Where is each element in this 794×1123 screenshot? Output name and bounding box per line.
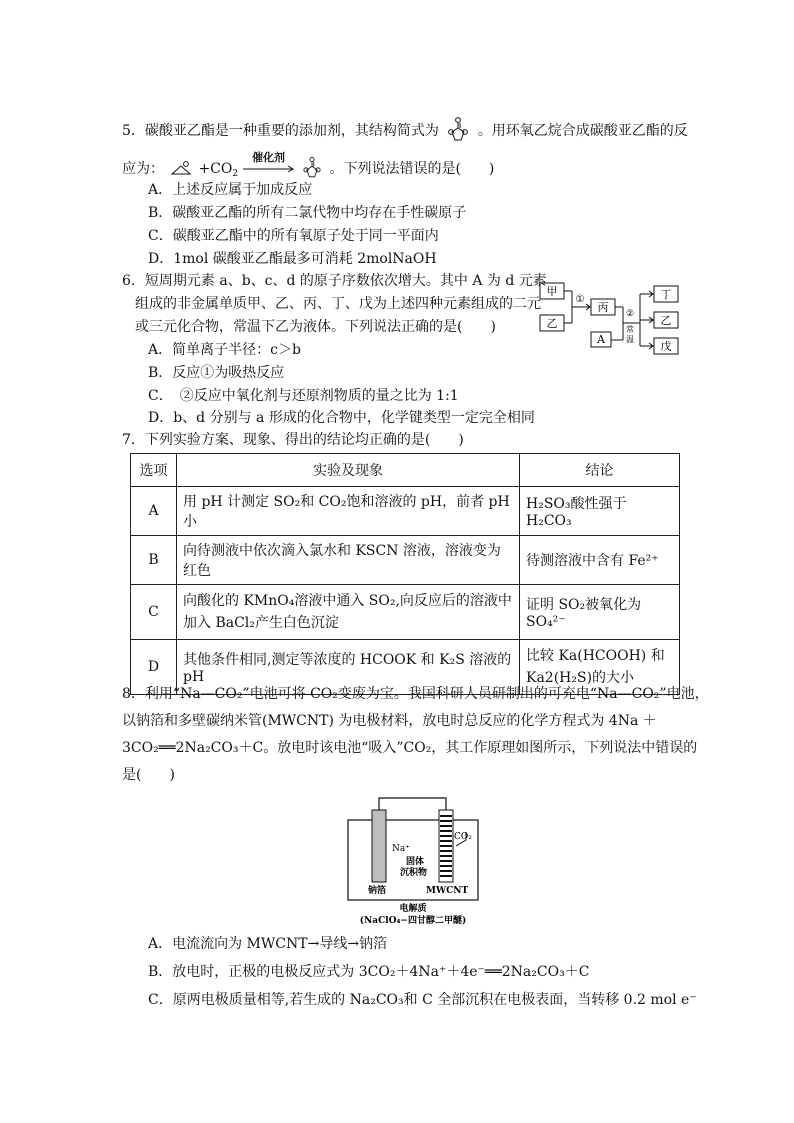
- reaction-1-label: ①: [575, 294, 585, 305]
- label-wu: 戊: [660, 340, 672, 353]
- row-b-experiment: 向待测液中依次滴入氯水和 KSCN 溶液，溶液变为红色: [177, 536, 520, 585]
- row-d-option: D: [131, 640, 177, 695]
- na-ion-label: Na⁺: [392, 844, 410, 854]
- label-yi2: 乙: [660, 314, 672, 327]
- q5-option-c: C．碳酸亚乙酯中的所有氧原子处于同一平面内: [148, 228, 439, 244]
- table-row: [131, 536, 680, 585]
- na-co2-battery-figure: [340, 794, 490, 929]
- q8-stem-line4: 是( ): [122, 767, 175, 783]
- condition-1: 常: [626, 325, 634, 334]
- row-b-conclusion: 待测溶液中含有 Fe²⁺: [520, 536, 680, 585]
- label-jia: 甲: [546, 285, 558, 298]
- q7-stem: 7．下列实验方案、现象、得出的结论均正确的是( ): [122, 432, 464, 448]
- external-wire: [379, 798, 446, 812]
- sodium-foil-electrode: [372, 810, 386, 882]
- label-a: A: [597, 333, 605, 346]
- table-row: [131, 487, 680, 536]
- ethylene-carbonate-structure: [443, 116, 473, 146]
- q5-option-b: B．碳酸亚乙酯的所有二氯代物中均存在手性碳原子: [148, 205, 467, 221]
- row-a-experiment: 用 pH 计测定 SO₂和 CO₂饱和溶液的 pH，前者 pH 小: [177, 487, 520, 536]
- q6-stem-line1: 6．短周期元素 a、b、c、d 的原子序数依次增大。其中 A 为 d 元素: [122, 273, 547, 289]
- epoxide-structure: [168, 158, 198, 180]
- q6-option-c: C． ②反应中氧化剂与还原剂物质的量之比为 1:1: [148, 388, 459, 404]
- q5-line2-text-b: 。下列说法错误的是( ): [329, 161, 495, 177]
- q5-line1: [122, 116, 688, 146]
- reaction-2-label: ②: [625, 309, 635, 319]
- q8-option-b: B．放电时，正极的电极反应式为 3CO₂＋4Na⁺＋4e⁻══2Na₂CO₃＋C: [148, 964, 590, 980]
- q6-reaction-diagram: [535, 280, 695, 356]
- reaction-arrow: [243, 151, 295, 179]
- label-ding: 丁: [660, 288, 672, 301]
- sodium-foil-label: 钠箔: [368, 886, 387, 896]
- solid-label-1: 固体: [406, 857, 425, 867]
- solid-deposit-stripes: [440, 816, 452, 876]
- mwcnt-label: MWCNT: [426, 886, 469, 896]
- q8-option-c: C．原两电极质量相等,若生成的 Na₂CO₃和 C 全部沉积在电极表面，当转移 0.2 mol e⁻: [148, 992, 697, 1008]
- q5-option-a: A．上述反应属于加成反应: [148, 182, 313, 198]
- q6-stem-line3: 或三元化合物，常温下乙为液体。下列说法正确的是( ): [135, 319, 496, 335]
- q6-option-d: D．b、d 分别与 a 形成的化合物中，化学键类型一定完全相同: [148, 410, 535, 426]
- q7-experiment-table: [130, 453, 680, 695]
- q8-stem-line1: 8．利用“Na—CO₂”电池可将 CO₂变废为宝。我国科研人员研制出的可充电“Na—CO₂”电池，: [122, 686, 709, 702]
- table-row: [131, 585, 680, 640]
- q5-line1-text-a: 5．碳酸亚乙酯是一种重要的添加剂，其结构简式为: [122, 123, 439, 139]
- q5-line2-text-a: 应为：: [122, 161, 164, 177]
- label-bing: 丙: [597, 301, 609, 314]
- header-experiment: 实验及现象: [177, 454, 520, 487]
- electrolyte-detail-label: (NaClO₄−四甘醇二甲醚): [359, 916, 467, 926]
- label-yi: 乙: [546, 317, 558, 330]
- table-header-row: [131, 454, 680, 487]
- co2-label: CO₂: [454, 832, 472, 842]
- reaction-plus-co2: $+CO_2$: [198, 161, 239, 179]
- q8-stem-line3: 3CO₂══2Na₂CO₃＋C。放电时该电池“吸入”CO₂，其工作原理如图所示，下列说法中错误的: [122, 740, 698, 756]
- row-c-option: C: [131, 585, 177, 640]
- q8-stem-line2: 以钠箔和多壁碳纳米管(MWCNT) 为电极材料，放电时总反应的化学方程式为 4Na ＋: [122, 713, 657, 729]
- solid-label-2: 沉积物: [400, 868, 428, 878]
- q6-option-a: A．简单离子半径：c＞b: [148, 342, 301, 358]
- row-c-experiment: 向酸化的 KMnO₄溶液中通入 SO₂,向反应后的溶液中加入 BaCl₂产生白色沉淀: [177, 585, 520, 640]
- q5-line1-text-b: 。用环氧乙烷合成碳酸亚乙酯的反: [477, 123, 688, 139]
- row-d-experiment: 其他条件相同,测定等浓度的 HCOOK 和 K₂S 溶液的 pH: [177, 640, 520, 695]
- header-conclusion: 结论: [520, 454, 680, 487]
- row-c-conclusion: 证明 SO₂被氧化为 SO₄²⁻: [520, 585, 680, 640]
- q6-option-b: B．反应①为吸热反应: [148, 365, 285, 381]
- row-a-option: A: [131, 487, 177, 536]
- electrolyte-label: 电解质: [399, 904, 427, 914]
- row-a-conclusion: H₂SO₃酸性强于 H₂CO₃: [520, 487, 680, 536]
- header-option: 选项: [131, 454, 177, 487]
- q6-stem-line2: 组成的非金属单质甲、乙、丙、丁、戊为上述四种元素组成的二元: [135, 296, 541, 312]
- row-d-conclusion: 比较 Ka(HCOOH) 和 Ka2(H₂S)的大小: [520, 640, 680, 695]
- q5-option-d: D．1mol 碳酸亚乙酯最多可消耗 2molNaOH: [148, 251, 437, 267]
- condition-2: 温: [626, 335, 634, 344]
- q8-option-a: A．电流流向为 MWCNT→导线→钠箔: [148, 936, 388, 952]
- catalyst-label: 催化剂: [252, 151, 286, 164]
- row-b-option: B: [131, 536, 177, 585]
